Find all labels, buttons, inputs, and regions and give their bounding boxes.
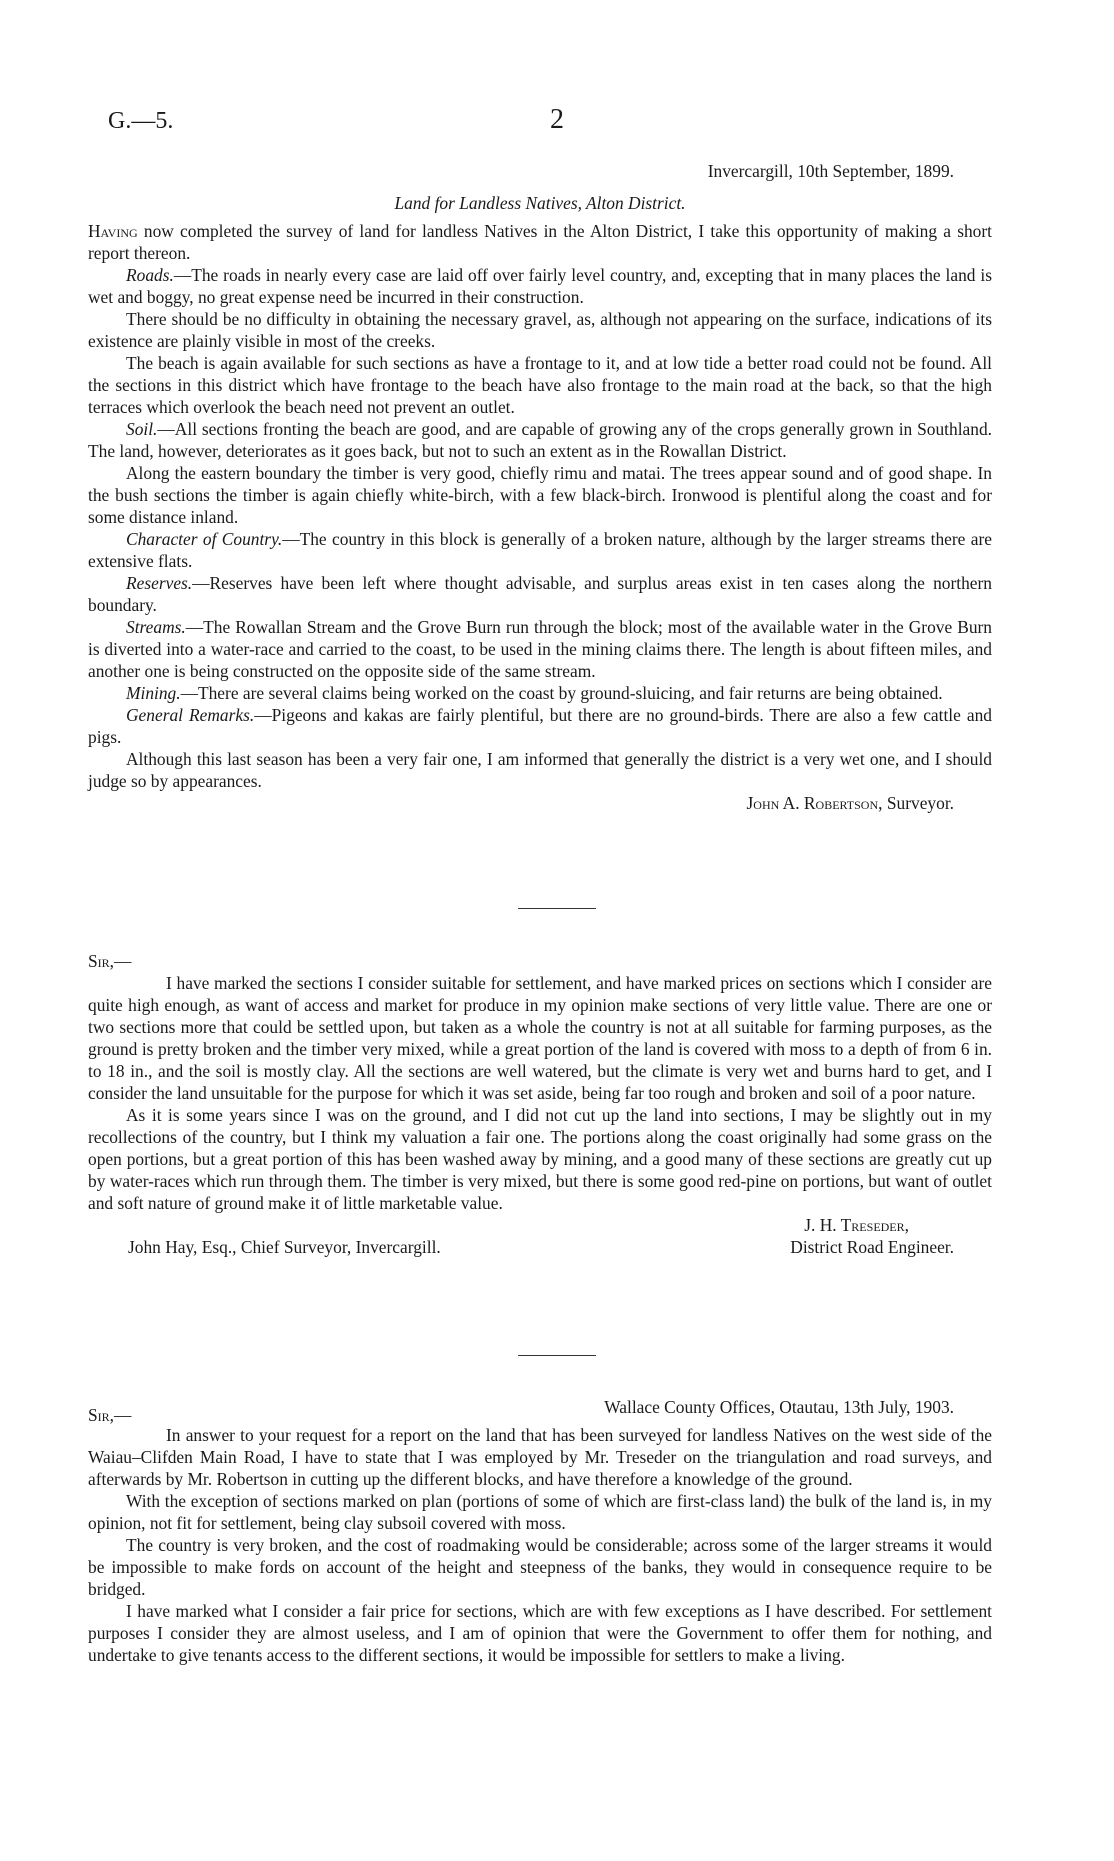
report1-soil: Soil.—All sections fronting the beach are good, and are capable of growing any of the crops generally grown in Southland. The land, however, deteriorates as it goes back, but not to such an extent as in the Rowallan District. [88,419,992,461]
report1-streams: Streams.—The Rowallan Stream and the Grove Burn run through the block; most of the available water in the Grove Burn is diverted into a water-race and carried to the coast, to be used in the mining claims there. The length is about fifteen miles, and another one is being constructed on the opposite side of the same stream. [88,617,992,681]
report1-gravel: There should be no difficulty in obtaining the necessary gravel, as, although not appearing on the surface, indications of its existence are plainly visible in most of the creeks. [88,309,992,351]
report3-para3: The country is very broken, and the cost of roadmaking would be considerable; across some of the larger streams it would be impossible to make fords on account of the height and steepness of the banks, they would in consequence require to be bridged. [88,1535,992,1599]
report1-intro: Having now completed the survey of land for landless Natives in the Alton District, I take this opportunity of making a short report thereon. [88,221,992,263]
report1-roads: Roads.—The roads in nearly every case are laid off over fairly level country, and, excepting that in many places the land is wet and boggy, no great expense need be incurred in their construction. [88,265,992,307]
report3-dateline: Wallace County Offices, Otautau, 13th July, 1903. [604,1397,954,1417]
report2-signature-title: District Road Engineer. [790,1237,954,1257]
report1-beach: The beach is again available for such sections as have a frontage to it, and at low tide a better road could not be found. All the sections in this district which have frontage to the beach have also frontage to the main road at the back, so that the high terraces which overlook the beach need not prevent an outlet. [88,353,992,417]
report3-salutation: Sir,— [88,1405,132,1425]
report1-dateline: Invercargill, 10th September, 1899. [707,161,954,181]
report2-signature-name: J. H. Treseder, [804,1215,909,1235]
report-treseder [88,950,992,1258]
report3-para1: In answer to your request for a report on the land that has been surveyed for landless Natives on the west side of the Waiau–Clifden Main Road, I have to state that I was employed by Mr. Treseder on the triangulation and road surveys, and afterwards by Mr. Robertson in cutting up the different blocks, and have therefore a knowledge of the ground. [88,1425,992,1489]
report1-general-remarks: General Remarks.—Pigeons and kakas are fairly plentiful, but there are no ground-birds. There are also a few cattle and pigs. [88,705,992,747]
report1-reserves: Reserves.—Reserves have been left where thought advisable, and surplus areas exist in ten cases along the northern boundary. [88,573,992,615]
report2-para2: As it is some years since I was on the ground, and I did not cut up the land into sections, I may be slightly out in my recollections of the country, but I think my valuation a fair one. The portions along the coast originally had some grass on the open portions, but a great portion of this has been washed away by mining, and a good many of these sections are greatly cut up by water-races which run through them. The timber is very mixed, but there is some good red-pine on portions, but want of outlet and soft nature of ground make it of little marketable value. [88,1105,992,1213]
report3-para2: With the exception of sections marked on plan (portions of some of which are first-class land) the bulk of the land is, in my opinion, not fit for settlement, being clay subsoil covered with moss. [88,1491,992,1533]
report1-signature: John A. Robertson, Surveyor. [746,793,954,813]
report1-mining: Mining.—There are several claims being worked on the coast by ground-sluicing, and fair returns are being obtained. [126,683,943,703]
report2-para1: I have marked the sections I consider suitable for settlement, and have marked prices on sections which I consider are quite high enough, as want of access and market for produce in my opinion make sections of very little value. There are one or two sections more that could be settled upon, but taken as a whole the country is not at all suitable for farming purposes, as the ground is pretty broken and the timber very mixed, while a great portion of the land is covered with moss to a depth of from 6 in. to 18 in., and the soil is mostly clay. All the sections are well watered, but the climate is very wet and burns hard to get, and I consider the land unsuitable for the purpose for which it was set aside, being far too rough and broken and soil of a poor nature. [88,973,992,1103]
section-divider [0,908,1114,909]
document-reference: G.—5. [108,108,174,134]
page-number: 2 [550,104,564,135]
report1-timber: Along the eastern boundary the timber is very good, chiefly rimu and matai. The trees appear sound and of good shape. In the bush sections the timber is again chiefly white-birch, with a few black-birch. Ironwood is plentiful along the coast and for some distance inland. [88,463,992,527]
report2-addressee: John Hay, Esq., Chief Surveyor, Invercargill. [128,1237,441,1257]
report2-salutation: Sir,— [88,951,132,971]
report1-title: Land for Landless Natives, Alton District. [394,193,686,213]
report1-country: Character of Country.—The country in this block is generally of a broken nature, although by the larger streams there are extensive flats. [88,529,992,571]
report-wallace-county [88,1396,992,1666]
report1-closing: Although this last season has been a very fair one, I am informed that generally the district is a very wet one, and I should judge so by appearances. [88,749,992,791]
section-divider [0,1355,1114,1356]
report3-para4: I have marked what I consider a fair price for sections, which are with few exceptions as I have described. For settlement purposes I consider they are almost useless, and I am of opinion that were the Government to offer them for nothing, and undertake to give tenants access to the different sections, it would be impossible for settlers to make a living. [88,1601,992,1665]
report3-header-row [88,1396,992,1424]
page-header [80,104,1034,138]
report2-footer-row [88,1236,992,1258]
report-alton-district [88,160,992,814]
